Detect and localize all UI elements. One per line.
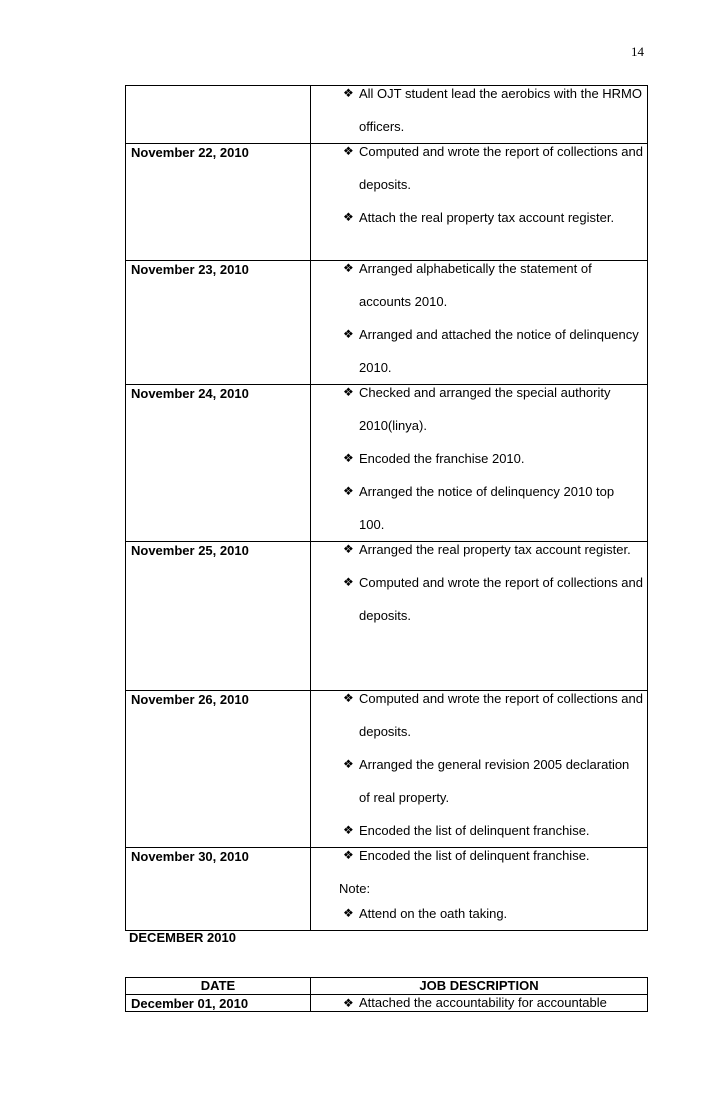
list-item: ❖ Arranged and attached the notice of delinquency 2010. (339, 318, 643, 384)
diamond-bullet-icon: ❖ (343, 484, 354, 498)
table-header-row (126, 978, 648, 995)
date-cell: November 30, 2010 (126, 848, 311, 931)
diamond-bullet-icon: ❖ (343, 86, 354, 100)
description-cell (311, 385, 648, 542)
list-item: ❖ Arranged the notice of delinquency 2010 top 100. (339, 475, 643, 541)
date-cell: November 22, 2010 (126, 144, 311, 261)
date-cell: November 26, 2010 (126, 691, 311, 848)
date-cell: November 25, 2010 (126, 542, 311, 691)
date-cell: December 01, 2010 (126, 995, 311, 1012)
table-row (126, 385, 648, 542)
diamond-bullet-icon: ❖ (343, 327, 354, 341)
diamond-bullet-icon: ❖ (343, 757, 354, 771)
table-row (126, 144, 648, 261)
page-number: 14 (631, 44, 644, 59)
diamond-bullet-icon: ❖ (343, 144, 354, 158)
list-item: ❖ Encoded the franchise 2010. (339, 442, 643, 475)
date-cell: November 23, 2010 (126, 261, 311, 385)
description-cell (311, 144, 648, 261)
diamond-bullet-icon: ❖ (343, 385, 354, 399)
diamond-bullet-icon: ❖ (343, 210, 354, 224)
table-row (126, 848, 648, 931)
diamond-bullet-icon: ❖ (343, 823, 354, 837)
list-item: ❖ Arranged alphabetically the statement of accounts 2010. (339, 252, 643, 318)
diamond-bullet-icon: ❖ (343, 575, 354, 589)
description-cell (311, 995, 648, 1012)
list-item: ❖ Arranged the real property tax account register. (339, 533, 643, 566)
december-log-table (125, 977, 648, 1012)
description-cell (311, 691, 648, 848)
diamond-bullet-icon: ❖ (343, 542, 354, 556)
table-row (126, 995, 648, 1012)
list-item: ❖ Attached the accountability for accountable (343, 995, 607, 1010)
list-item: ❖ Checked and arranged the special authority 2010(linya). (339, 376, 643, 442)
note-label: Note: (339, 881, 371, 896)
diamond-bullet-icon: ❖ (343, 691, 354, 705)
list-item: ❖ Computed and wrote the report of collections and deposits. (339, 682, 643, 748)
diamond-bullet-icon: ❖ (343, 996, 354, 1010)
list-item: ❖ Attach the real property tax account register. (339, 201, 643, 234)
table-row (126, 542, 648, 691)
diamond-bullet-icon: ❖ (343, 451, 354, 465)
diamond-bullet-icon: ❖ (343, 906, 354, 920)
column-header-date: DATE (126, 978, 311, 995)
date-cell (126, 86, 311, 144)
diamond-bullet-icon: ❖ (343, 261, 354, 275)
november-log-table (125, 85, 648, 931)
table-row (126, 261, 648, 385)
list-item: ❖ Computed and wrote the report of collections and deposits. (339, 135, 643, 201)
description-cell (311, 542, 648, 691)
column-header-job-description: JOB DESCRIPTION (311, 978, 648, 995)
table-row (126, 691, 648, 848)
list-item: ❖ Computed and wrote the report of collections and deposits. (339, 566, 643, 632)
list-item: ❖ Encoded the list of delinquent franchise. (339, 839, 643, 872)
section-heading: DECEMBER 2010 (129, 930, 236, 945)
description-cell (311, 848, 648, 931)
list-item: ❖ Encoded the list of delinquent franchise. (339, 814, 643, 847)
date-cell: November 24, 2010 (126, 385, 311, 542)
list-item: ❖ Arranged the general revision 2005 declaration of real property. (339, 748, 643, 814)
diamond-bullet-icon: ❖ (343, 848, 354, 862)
list-item: ❖ All OJT student lead the aerobics with the HRMO officers. (339, 77, 643, 143)
description-cell (311, 261, 648, 385)
list-item: ❖ Attend on the oath taking. (339, 897, 643, 930)
